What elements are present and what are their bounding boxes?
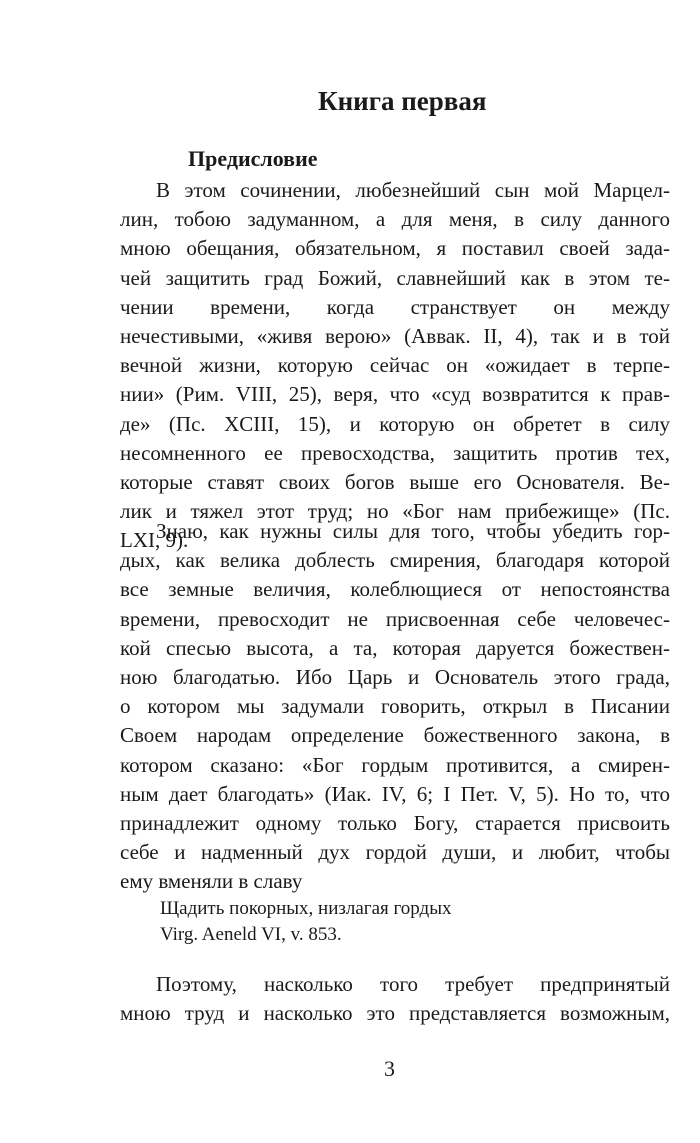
text-line: принадлежит одному только Богу, старается присвоить [120,810,670,835]
paragraph-preface-1 [120,176,670,555]
verse-quote [160,896,452,948]
quote-line: Щадить покорных, низлагая гордых [160,898,452,919]
text-line: несомненного ее превосходства, защитить против тех, [120,440,670,465]
section-title: Предисловие [188,146,318,171]
text-line: Знаю, как нужны силы для того, чтобы убедить гор- [156,519,670,543]
text-line: В этом сочинении, любезнейший сын мой Марцел- [156,178,670,202]
text-line: нии» (Рим. VIII, 25), веря, что «суд возвратится к прав- [120,382,670,407]
text-line: котором сказано: «Бог гордым противится, а смирен- [120,752,670,777]
page-number: 3 [384,1056,395,1081]
book-title: Книга первая [318,86,487,116]
text-line: времени, превосходит не присвоенная себе человечес- [120,606,670,631]
text-line: вечной жизни, которую сейчас он «ожидает в терпе- [120,353,670,378]
text-line: дых, как велика доблесть смирения, благодаря которой [120,548,670,573]
text-line: Своем народам определение божественного закона, в [120,723,670,748]
paragraph-preface-3 [120,970,670,1028]
text-line: ему вменяли в славу [120,869,303,894]
text-line: себе и надменный дух гордой души, и любит, чтобы [120,840,670,865]
text-line: которые ставят своих богов выше его Основателя. Ве- [120,469,670,494]
text-line: мною труд и насколько это представляется возможным, [120,1001,670,1026]
text-line: о котором мы задумали говорить, открыл в Писании [120,694,670,719]
text-line: мною обещания, обязательном, я поставил своей зада- [120,236,670,261]
text-line: чей защитить град Божий, славнейший как в этом те- [120,265,670,290]
paragraph-preface-2 [120,517,670,896]
text-line: нечестивыми, «живя верою» (Аввак. II, 4), так и в той [120,323,670,348]
text-line: ным дает благодать» (Иак. IV, 6; I Пет. V, 5). Но то, что [120,781,670,806]
text-line: де» (Пс. XCIII, 15), и которую он обретет в силу [120,411,670,436]
text-line: лик и тяжел этот труд; но «Бог нам прибежище» (Пс. [120,499,670,524]
text-line: чении времени, когда странствует он между [120,294,670,319]
text-line: кой спесью высота, а та, которая даруется божествен- [120,635,670,660]
text-line: ною благодатью. Ибо Царь и Основатель этого града, [120,664,670,689]
text-line: LXI, 9). [120,528,189,553]
text-line: все земные величия, колеблющиеся от непостоянства [120,577,670,602]
quote-source: Virg. Aeneld VI, v. 853. [160,924,342,945]
text-line: лин, тобою задуманном, а для меня, в силу данного [120,207,670,232]
text-line: Поэтому, насколько того требует предпринятый [156,972,670,996]
